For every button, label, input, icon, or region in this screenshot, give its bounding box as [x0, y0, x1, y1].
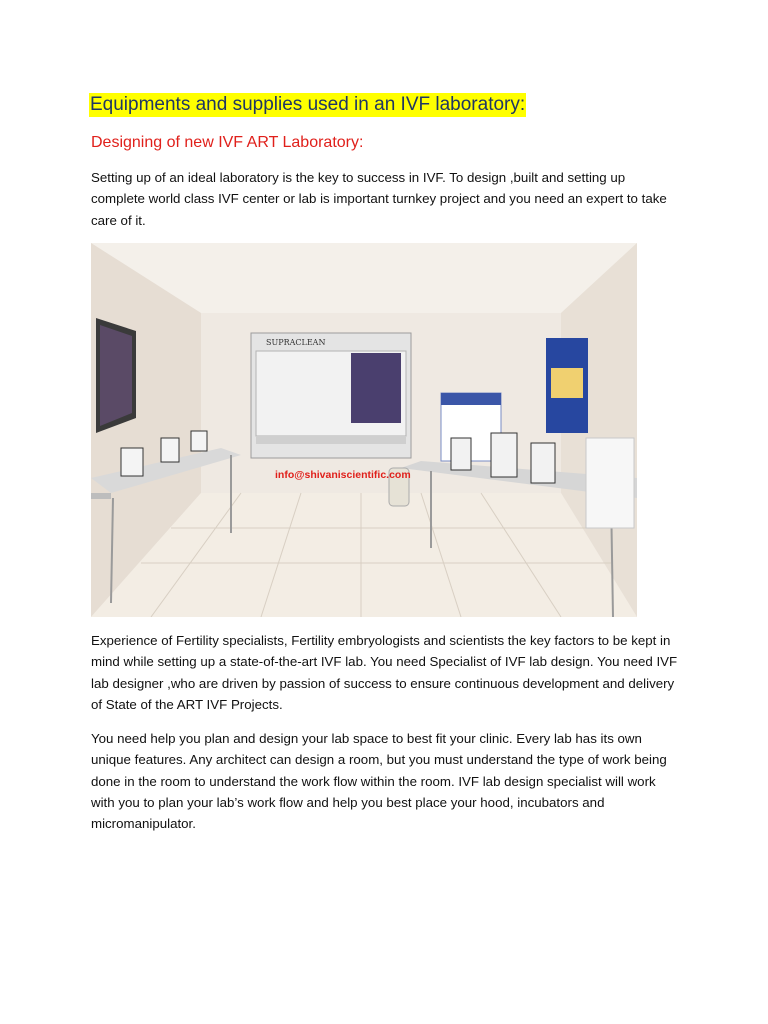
lab-photo [91, 243, 637, 617]
experience-paragraph: Experience of Fertility specialists, Fertility embryologists and scientists the key factors to be kept in mind while setting up a state-of-the-art IVF lab. You need Specialist of IVF lab design. You need IVF lab designer ,who are driven by passion of success to ensure continuous development and delivery of State of the ART IVF Projects. [91, 633, 678, 712]
planning-paragraph: You need help you plan and design your lab space to best fit your clinic. Every lab has its own unique features. Any architect can design a room, but you must understand the type of work being done in the room to understand the work flow within the room. IVF lab design specialist will work with you to plan your lab’s work flow and help you best place your hood, incubators and micromanipulator. [91, 731, 667, 832]
email-watermark: info@shivaniscientific.com [275, 469, 411, 481]
page-title: Equipments and supplies used in an IVF laboratory: [90, 94, 526, 115]
lab-photo-illustration [91, 243, 637, 617]
intro-paragraph: Setting up of an ideal laboratory is the key to success in IVF. To design ,built and setting up complete world class IVF center or lab is important turnkey project and you need an expert to take care of it. [91, 170, 667, 228]
section-heading: Designing of new IVF ART Laboratory: [91, 134, 364, 151]
hood-brand-label: SUPRACLEAN [266, 338, 326, 347]
